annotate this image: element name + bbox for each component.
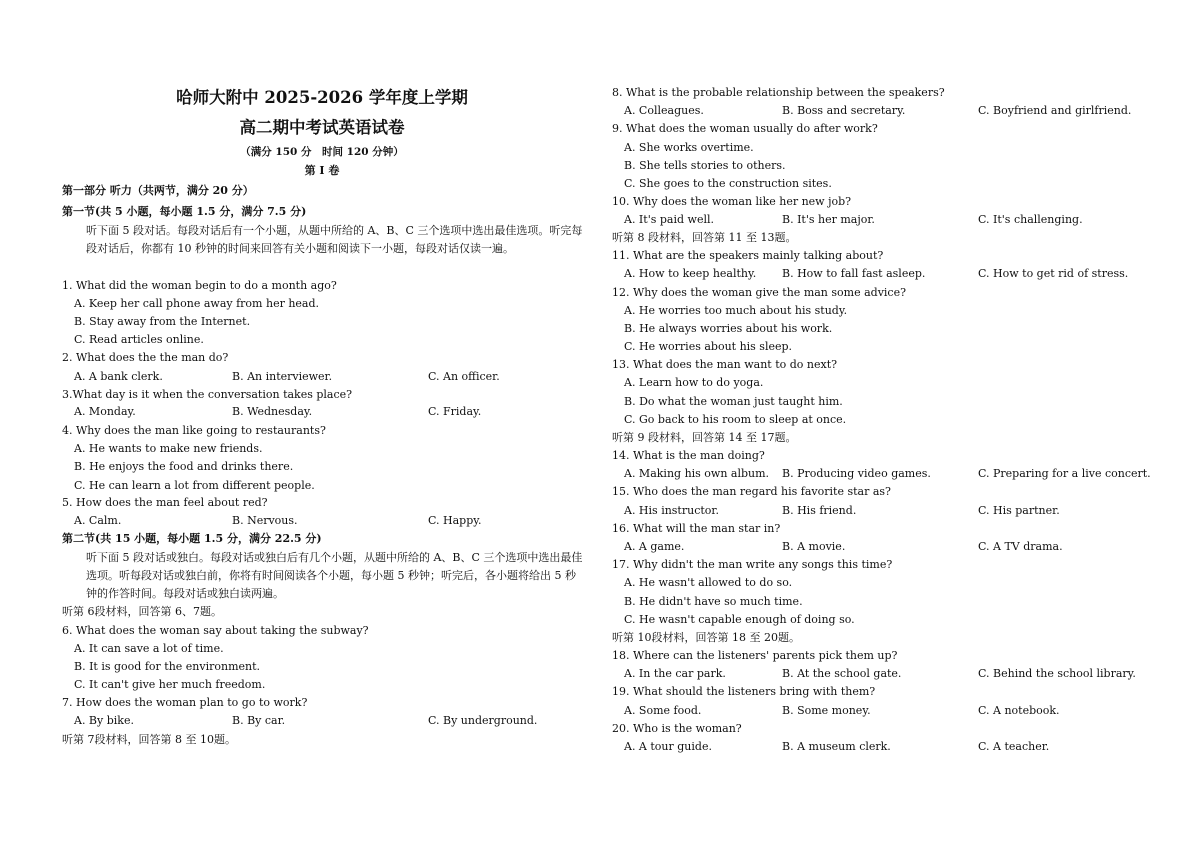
question-5-stem: 5. How does the man feel about red? (62, 496, 268, 509)
question-18-option-c: C. Behind the school library. (978, 667, 1136, 680)
question-2-option-b: B. An interviewer. (232, 370, 333, 383)
question-4-stem: 4. Why does the man like going to restaurants? (62, 424, 326, 437)
material-6-instruction: 听第 6段材料，回答第 6、7题。 (62, 605, 222, 618)
question-12-option-c: C. He worries about his sleep. (624, 340, 793, 353)
question-14-option-c: C. Preparing for a live concert. (978, 467, 1151, 480)
question-20-option-b: B. A museum clerk. (782, 740, 891, 753)
question-16-option-c: C. A TV drama. (978, 540, 1063, 553)
question-13-option-b: B. Do what the woman just taught him. (624, 395, 843, 408)
question-3-stem: 3.What day is it when the conversation takes place? (62, 388, 353, 401)
question-13-stem: 13. What does the man want to do next? (612, 358, 838, 371)
question-19-option-b: B. Some money. (782, 704, 871, 717)
question-5-option-a: A. Calm. (74, 514, 122, 527)
part1-heading: 第一部分 听力（共两节，满分 20 分） (62, 184, 254, 197)
question-11-option-b: B. How to fall fast asleep. (782, 267, 926, 280)
question-7-option-c: C. By underground. (428, 714, 538, 727)
question-8-option-a: A. Colleagues. (624, 104, 704, 117)
question-7-option-b: B. By car. (232, 714, 286, 727)
question-11-option-c: C. How to get rid of stress. (978, 267, 1129, 280)
question-7-stem: 7. How does the woman plan to go to work? (62, 696, 308, 709)
question-17-option-a: A. He wasn't allowed to do so. (624, 576, 793, 589)
question-19-stem: 19. What should the listeners bring with them? (612, 685, 876, 698)
volume-label: 第 I 卷 (304, 164, 340, 177)
question-11-option-a: A. How to keep healthy. (624, 267, 757, 280)
material-8-instruction: 听第 8 段材料，回答第 11 至 13题。 (612, 231, 797, 244)
question-1-stem: 1. What did the woman begin to do a month ago? (62, 279, 337, 292)
question-12-option-b: B. He always worries about his work. (624, 322, 833, 335)
question-17-option-b: B. He didn't have so much time. (624, 595, 803, 608)
question-9-option-b: B. She tells stories to others. (624, 159, 786, 172)
question-12-option-a: A. He worries too much about his study. (624, 304, 848, 317)
question-15-stem: 15. Who does the man regard his favorite star as? (612, 485, 891, 498)
question-1-option-c: C. Read articles online. (74, 333, 204, 346)
material-10-instruction: 听第 10段材料，回答第 18 至 20题。 (612, 631, 800, 644)
question-18-stem: 18. Where can the listeners' parents pick them up? (612, 649, 898, 662)
question-4-option-c: C. He can learn a lot from different people. (74, 479, 315, 492)
question-2-option-a: A. A bank clerk. (74, 370, 163, 383)
question-8-option-c: C. Boyfriend and girlfriend. (978, 104, 1132, 117)
question-1-option-a: A. Keep her call phone away from her head. (74, 297, 320, 310)
question-11-stem: 11. What are the speakers mainly talking about? (612, 249, 884, 262)
question-18-option-a: A. In the car park. (624, 667, 726, 680)
question-10-stem: 10. Why does the woman like her new job? (612, 195, 852, 208)
question-17-stem: 17. Why didn't the man write any songs this time? (612, 558, 893, 571)
section2-heading: 第二节(共 15 小题，每小题 1.5 分，满分 22.5 分) (62, 532, 322, 545)
section1-heading: 第一节(共 5 小题，每小题 1.5 分，满分 7.5 分) (62, 205, 307, 218)
question-4-option-b: B. He enjoys the food and drinks there. (74, 460, 294, 473)
question-3-option-c: C. Friday. (428, 405, 482, 418)
question-13-option-a: A. Learn how to do yoga. (624, 376, 764, 389)
exam-title: 哈师大附中 2025-2026 学年度上学期 (176, 88, 468, 107)
question-14-option-b: B. Producing video games. (782, 467, 931, 480)
question-3-option-b: B. Wednesday. (232, 405, 313, 418)
question-5-option-c: C. Happy. (428, 514, 482, 527)
section1-instructions (62, 222, 584, 258)
question-8-option-b: B. Boss and secretary. (782, 104, 906, 117)
question-16-option-b: B. A movie. (782, 540, 846, 553)
material-7-instruction: 听第 7段材料，回答第 8 至 10题。 (62, 733, 236, 746)
question-2-stem: 2. What does the the man do? (62, 351, 229, 364)
question-18-option-b: B. At the school gate. (782, 667, 902, 680)
question-9-stem: 9. What does the woman usually do after work? (612, 122, 878, 135)
section2-instructions (62, 549, 584, 603)
question-20-option-a: A. A tour guide. (624, 740, 712, 753)
question-1-option-b: B. Stay away from the Internet. (74, 315, 251, 328)
question-10-option-b: B. It's her major. (782, 213, 875, 226)
question-15-option-b: B. His friend. (782, 504, 857, 517)
question-6-option-b: B. It is good for the environment. (74, 660, 261, 673)
question-6-option-a: A. It can save a lot of time. (74, 642, 224, 655)
question-6-option-c: C. It can't give her much freedom. (74, 678, 266, 691)
question-3-option-a: A. Monday. (74, 405, 136, 418)
question-19-option-a: A. Some food. (624, 704, 702, 717)
question-13-option-c: C. Go back to his room to sleep at once. (624, 413, 847, 426)
section1-instructions-text: 听下面 5 段对话。每段对话后有一个小题，从题中所给的 A、B、C 三个选项中选出最佳选项。听完每段对话后，你都有 10 秒钟的时间来回答有关小题和阅读下一小题，每段对话仅读一遍。 (86, 224, 583, 255)
question-15-option-a: A. His instructor. (624, 504, 719, 517)
exam-meta: （满分 150 分 时间 120 分钟） (240, 146, 404, 158)
question-2-option-c: C. An officer. (428, 370, 500, 383)
question-19-option-c: C. A notebook. (978, 704, 1060, 717)
question-20-option-c: C. A teacher. (978, 740, 1050, 753)
question-14-option-a: A. Making his own album. (624, 467, 770, 480)
question-16-option-a: A. A game. (624, 540, 685, 553)
question-10-option-a: A. It's paid well. (624, 213, 714, 226)
question-20-stem: 20. Who is the woman? (612, 722, 742, 735)
question-6-stem: 6. What does the woman say about taking the subway? (62, 624, 369, 637)
question-5-option-b: B. Nervous. (232, 514, 298, 527)
material-9-instruction: 听第 9 段材料，回答第 14 至 17题。 (612, 431, 797, 444)
question-7-option-a: A. By bike. (74, 714, 134, 727)
question-4-option-a: A. He wants to make new friends. (74, 442, 263, 455)
question-12-stem: 12. Why does the woman give the man some advice? (612, 286, 906, 299)
question-15-option-c: C. His partner. (978, 504, 1060, 517)
question-8-stem: 8. What is the probable relationship between the speakers? (612, 86, 945, 99)
question-9-option-c: C. She goes to the construction sites. (624, 177, 832, 190)
question-14-stem: 14. What is the man doing? (612, 449, 765, 462)
question-10-option-c: C. It's challenging. (978, 213, 1083, 226)
section2-instructions-text: 听下面 5 段对话或独白。每段对话或独白后有几个小题，从题中所给的 A、B、C 三个选项中选出最佳选项。听每段对话或独白前，你将有时间阅读各个小题，每小题 5 秒钟；听完后，各小题将给出 5 秒钟的作答时间。每段对话或独白读两遍。 (86, 551, 583, 600)
question-9-option-a: A. She works overtime. (624, 141, 754, 154)
question-16-stem: 16. What will the man star in? (612, 522, 781, 535)
question-17-option-c: C. He wasn't capable enough of doing so. (624, 613, 855, 626)
exam-subtitle: 高二期中考试英语试卷 (239, 118, 405, 137)
